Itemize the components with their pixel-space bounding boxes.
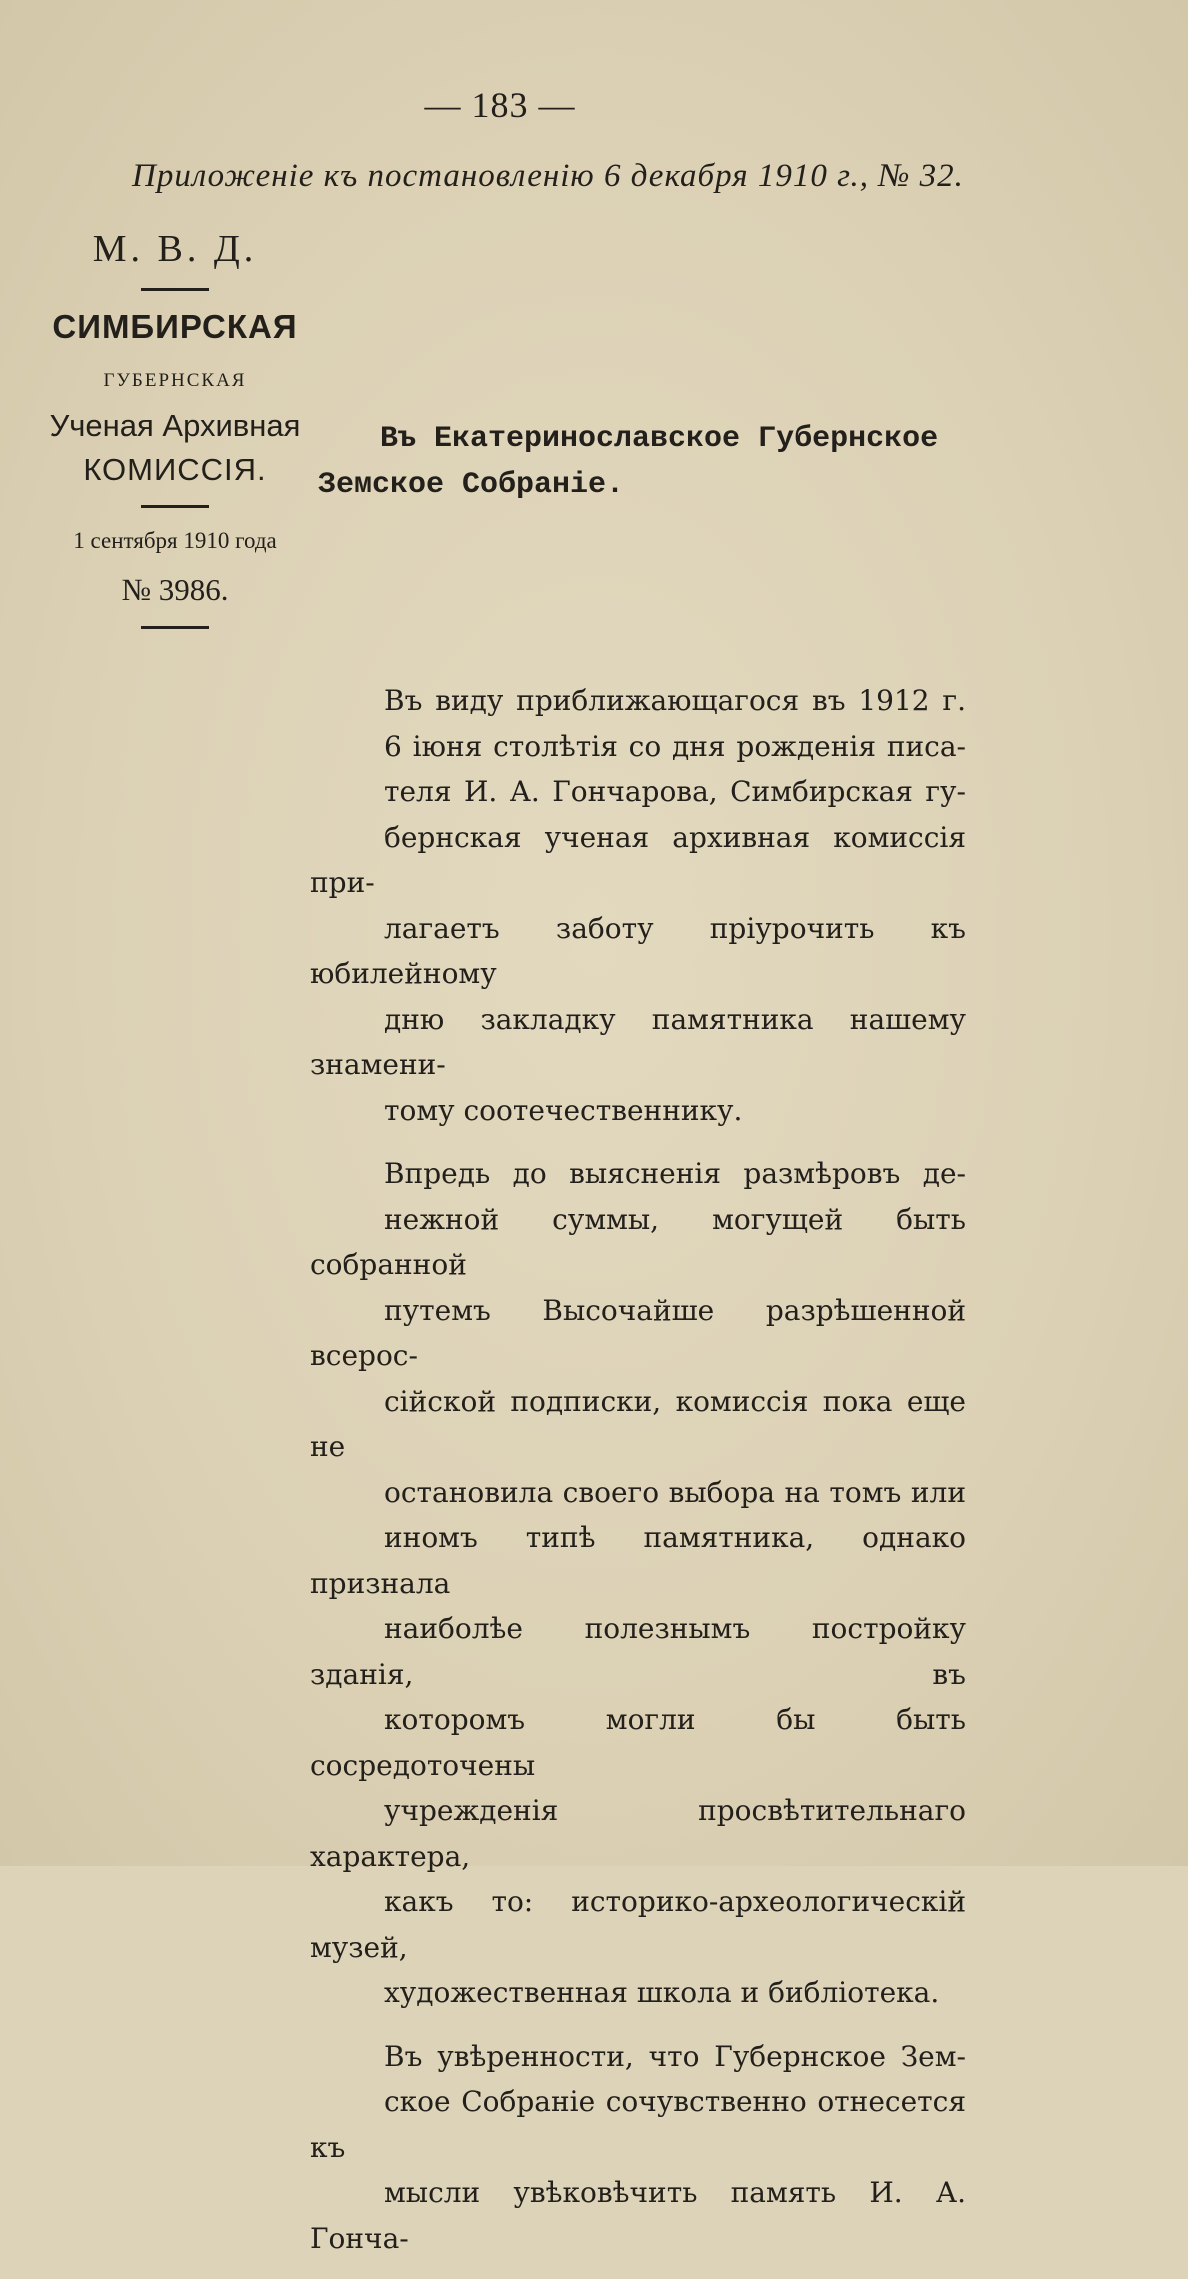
text-line: сійской подписки, комиссія пока еще не xyxy=(310,1384,966,1463)
addressee-line-1: Въ Екатеринославское Губернское xyxy=(380,422,939,456)
text-line: Въ виду приближающагося въ 1912 г. xyxy=(384,684,966,717)
addressee-line-2: Земское Собраніе. xyxy=(318,468,625,502)
text-line: которомъ могли бы быть сосредоточены xyxy=(310,1703,966,1782)
text-line: 6 іюня столѣтія со дня рожденія писа- xyxy=(384,729,966,763)
text-line: мысли увѣковѣчить память И. А. Гонча- xyxy=(310,2176,966,2255)
sender-scholarly-archive: Ученая Архивная xyxy=(49,408,301,443)
text-line: Впредь до выясненія размѣровъ де- xyxy=(384,1157,966,1190)
appendix-note: Приложеніе къ постановленію 6 декабря 1910 г., № 32. xyxy=(132,158,964,194)
text-line: бернская ученая архивная комиссія при- xyxy=(310,820,966,899)
text-line: ское Собраніе сочувственно отнесется къ xyxy=(310,2085,966,2164)
divider-rule xyxy=(141,288,209,291)
text-line: теля И. А. Гончарова, Симбирская гу- xyxy=(384,775,966,808)
letter-number: № 3986. xyxy=(121,572,229,607)
divider-rule xyxy=(141,626,209,629)
paragraph-2 xyxy=(310,1151,966,2016)
page-number: — 183 — xyxy=(424,85,576,125)
text-line: иномъ типѣ памятника, однако признала xyxy=(310,1521,966,1600)
text-line: учрежденія просвѣтительнаго характера, xyxy=(310,1794,966,1873)
text-line: Въ увѣренности, что Губернское Зем- xyxy=(384,2039,966,2073)
sender-provincial: ГУБЕРНСКАЯ xyxy=(103,370,247,391)
letter-date: 1 сентября 1910 года xyxy=(73,528,277,553)
paragraph-3 xyxy=(310,2034,966,2262)
text-line: путемъ Высочайше разрѣшенной всерос- xyxy=(310,1293,966,1372)
text-line: остановила своего выбора на томъ или xyxy=(384,1475,966,1509)
ministry-abbreviation: М. В. Д. xyxy=(92,228,258,270)
divider-rule xyxy=(141,505,209,508)
text-line: лагаетъ заботу пріурочить къ юбилейному xyxy=(310,911,966,990)
text-line: художественная школа и библіотека. xyxy=(384,1976,940,2009)
text-line: наиболѣе полезнымъ постройку зданія, въ xyxy=(310,1612,966,1691)
letter-body xyxy=(310,678,966,2279)
text-line: дню закладку памятника нашему знамени- xyxy=(310,1002,966,1081)
sender-commission: КОМИССІЯ. xyxy=(83,452,267,487)
text-line: какъ то: историко-археологическій музей, xyxy=(310,1885,966,1964)
sender-province: СИМБИРСКАЯ xyxy=(52,308,298,345)
text-line: нежной суммы, могущей быть собранной xyxy=(310,1202,966,1281)
sender-block xyxy=(30,226,320,629)
paragraph-1 xyxy=(310,678,966,1133)
text-line: тому соотечественнику. xyxy=(384,1093,743,1127)
